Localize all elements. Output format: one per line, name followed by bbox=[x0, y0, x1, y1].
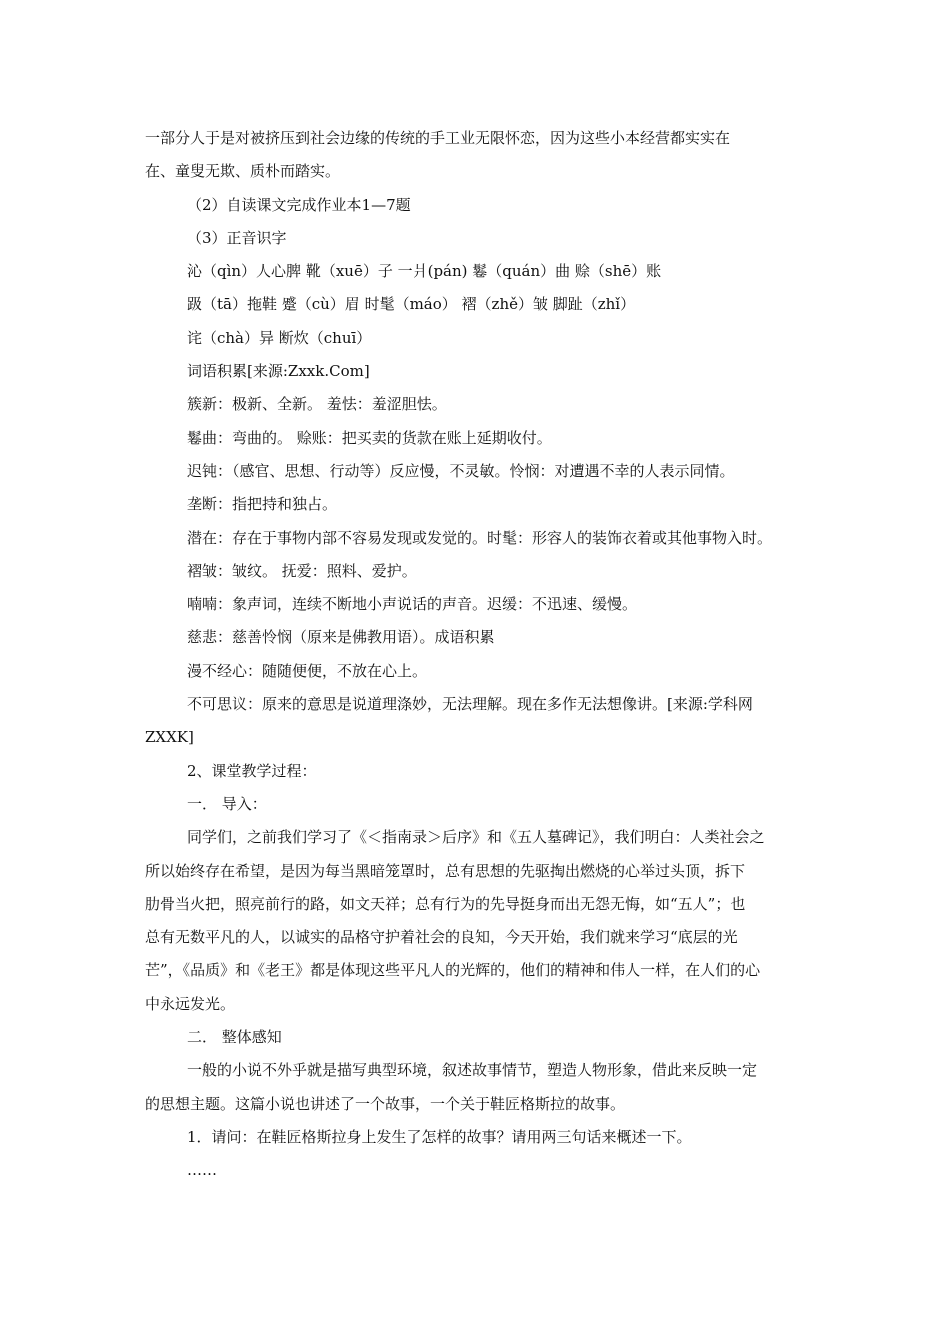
text-line: 迟钝：（感官、思想、行动等）反应慢，不灵敏。怜悯：对遭遇不幸的人表示同情。 bbox=[187, 461, 735, 480]
text-line: 二． 整体感知 bbox=[187, 1028, 282, 1047]
text-line: 总有无数平凡的人，以诚实的品格守护着社会的良知，今天开始，我们就来学习“底层的光 bbox=[145, 928, 738, 947]
text-line: 在、童叟无欺、质朴而踏实。 bbox=[145, 162, 341, 181]
text-line: （3）正音识字 bbox=[187, 228, 287, 247]
text-line: 沁（qìn）人心脾 靴（xuē）子 一爿(pán) 鬈（quán）曲 赊（shē）账 bbox=[187, 262, 662, 281]
text-line: （2）自读课文完成作业本1—7题 bbox=[187, 195, 411, 214]
text-line: 不可思议：原来的意思是说道理涤妙，无法理解。现在多作无法想像讲。[来源:学科网 bbox=[187, 695, 753, 714]
text-line: 芒”，《品质》和《老王》都是体现这些平凡人的光辉的，他们的精神和伟人一样，在人们的心 bbox=[145, 961, 761, 980]
text-line: 垄断：指把持和独占。 bbox=[187, 495, 338, 514]
text-line: 词语积累[来源:Zxxk.Com] bbox=[187, 362, 370, 381]
text-line: 慈悲：慈善怜悯（原来是佛教用语）。成语积累 bbox=[187, 628, 495, 647]
text-line: 一部分人于是对被挤压到社会边缘的传统的手工业无限怀恋，因为这些小本经营都实实在 bbox=[145, 129, 731, 147]
text-line: 2、课堂教学过程： bbox=[187, 761, 317, 780]
text-line: 潜在：存在于事物内部不容易发现或发觉的。时髦：形容人的装饰衣着或其他事物入时。 bbox=[187, 528, 773, 547]
text-line: 漫不经心：随随便便，不放在心上。 bbox=[187, 661, 428, 680]
text-line: 鬈曲：弯曲的。 赊账：把买卖的货款在账上延期收付。 bbox=[187, 428, 552, 447]
text-line: 肋骨当火把，照亮前行的路，如文天祥；总有行为的先导挺身而出无怨无悔，如“五人”；也 bbox=[145, 894, 746, 913]
text-line: 喃喃：象声词，连续不断地小声说话的声音。迟缓：不迅速、缓慢。 bbox=[187, 595, 638, 614]
text-line: 褶皱：皱纹。 抚爱：照料、爱护。 bbox=[187, 561, 417, 580]
text-line: …… bbox=[187, 1161, 217, 1180]
text-line: 一般的小说不外乎就是描写典型环境，叙述故事情节，塑造人物形象，借此来反映一定 bbox=[187, 1061, 758, 1080]
text-line: 诧（chà）异 断炊（chuī） bbox=[187, 328, 372, 347]
document-body bbox=[145, 122, 815, 1188]
text-line: 中永远发光。 bbox=[145, 994, 236, 1013]
text-line: 趿（tā）拖鞋 蹙（cù）眉 时髦（máo） 褶（zhě）皱 脚趾（zhǐ） bbox=[187, 295, 636, 314]
text-line: 所以始终存在希望，是因为每当黑暗笼罩时，总有思想的先驱掏出燃烧的心举过头顶，拆下 bbox=[145, 861, 746, 880]
text-line: 的思想主题。这篇小说也讲述了一个故事，一个关于鞋匠格斯拉的故事。 bbox=[145, 1094, 626, 1113]
text-line: 一． 导入： bbox=[187, 794, 267, 813]
text-line: 同学们，之前我们学习了《＜指南录＞后序》和《五人墓碑记》，我们明白：人类社会之 bbox=[187, 828, 765, 847]
text-line: ZXXK] bbox=[145, 728, 194, 747]
text-line: 1．请问：在鞋匠格斯拉身上发生了怎样的故事？请用两三句话来概述一下。 bbox=[187, 1127, 692, 1146]
text-line: 簇新：极新、全新。 羞怯：羞涩胆怯。 bbox=[187, 395, 447, 414]
